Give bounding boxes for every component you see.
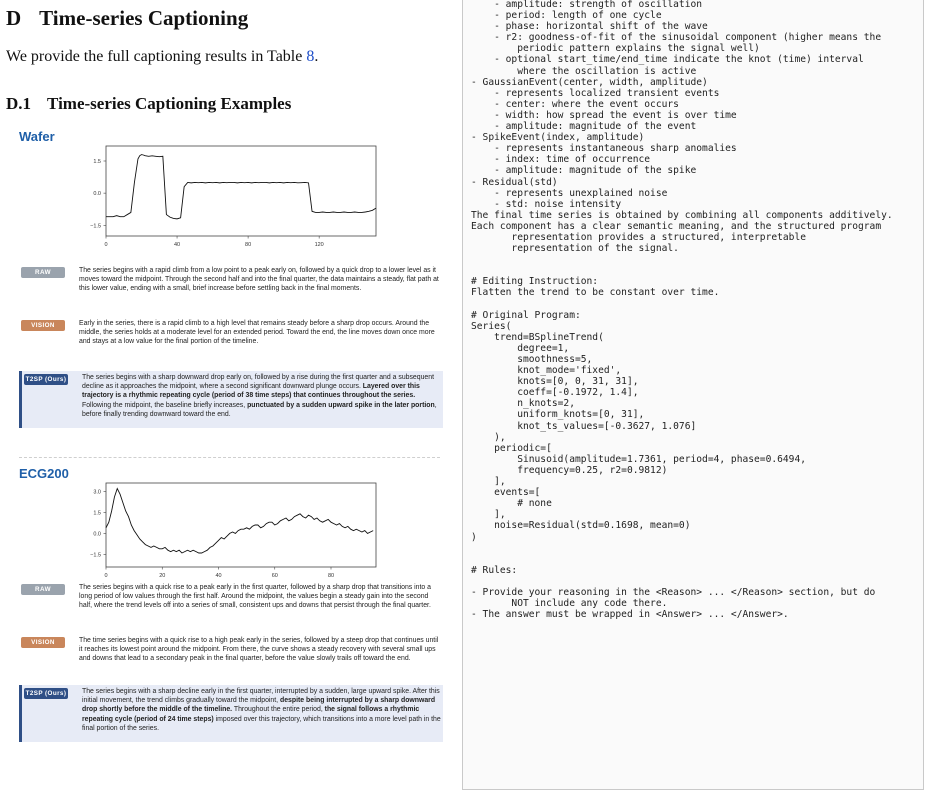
vision-caption: VISION Early in the series, there is a rapid climb to a high level that remains steady before a sharp drop occurs. Around the middle, the series holds at a moderate level for an extended period. Toward the end, the line moves down once more and stays at a low value for the final portion of the timeline. — [19, 319, 440, 365]
x-tick-label: 80 — [245, 242, 252, 248]
plot-frame — [106, 483, 376, 567]
dataset-name: ECG200 — [19, 466, 69, 481]
x-tick-label: 120 — [314, 242, 324, 248]
vision-badge: VISION — [21, 637, 65, 648]
dataset-name: Wafer — [19, 129, 55, 144]
ours-caption: T2SP (Ours) The series begins with a sharp downward drop early on, followed by a rise during the first quarter and a subsequent decline as it approaches the midpoint, where a second significant downward plunge occurs. Layered over this trajectory is a rhythmic repeating cycle (period of 38 time steps) that continues throughout the series. Following the midpoint, the baseline briefly increases, punctuated by a sudden upward spike in the later portion, before finally trending downward toward the end. — [19, 371, 443, 428]
raw-caption: RAW The series begins with a quick rise to a peak early in the first quarter, followed by a sharp drop that transitions into a long period of low values through the first half. Around the midpoint, the values begin a steady gain into the second half, where the trend levels off into a series of small, consistent ups and downs that persist through the final quarter. — [19, 583, 440, 629]
wafer-line-chart — [80, 142, 380, 250]
x-tick-label: 20 — [159, 573, 166, 579]
plot-frame — [106, 146, 376, 236]
series-line — [106, 155, 376, 219]
x-tick-label: 0 — [104, 242, 108, 248]
x-tick-label: 40 — [173, 242, 181, 248]
y-tick-label: 0.0 — [93, 531, 101, 538]
y-tick-label: 1.5 — [93, 159, 101, 165]
table-reference-link[interactable]: 8 — [306, 48, 315, 65]
y-tick-label: −1.5 — [90, 223, 101, 230]
section-heading: D Time-series Captioning — [6, 6, 249, 30]
y-tick-label: 0.0 — [93, 191, 101, 198]
ecg200-line-chart — [80, 479, 380, 581]
ours-caption: T2SP (Ours) The series begins with a sharp decline early in the first quarter, interrupted by a sudden, large upward spike. After this initial movement, the trend climbs gradually toward the midpoint, despite being interrupted by a sharp downward drop shortly before the middle of the timeline. Throughout the entire period, the signal follows a rhythmic repeating cycle (period of 24 time steps) imposed over this trajectory, which transitions into a more level path in the final portion of the series. — [19, 685, 443, 742]
prompt-code-box — [462, 0, 924, 790]
subsection-heading: D.1 Time-series Captioning Examples — [6, 94, 292, 113]
example-divider — [19, 457, 440, 458]
ours-badge: T2SP (Ours) — [25, 376, 67, 383]
raw-caption: RAW The series begins with a rapid climb from a low point to a peak early on, followed by a quick drop to a lower level as it moves toward the midpoint. Through the second half and into the final quarter, the data maintains a steady, flat path at this lower value, ending with a small, brief increase before settling back in the final moments. — [19, 266, 440, 312]
x-tick-label: 40 — [215, 573, 222, 579]
raw-badge: RAW — [21, 267, 65, 278]
y-tick-label: 1.5 — [93, 510, 101, 517]
right-column — [452, 0, 928, 784]
vision-badge: VISION — [21, 320, 65, 331]
prompt-code-text: - amplitude: strength of oscillation - period: length of one cycle - phase: horizontal shift of the wave - r2: goodness-of-fit of the sinusoidal component (higher means the periodic pattern explains the signal well) - optional start_time/end_time indicate the knot (time) interval where the oscillation is active - GaussianEvent(center, width, amplitude) - represents localized transient events - center: where the event occurs - width: how spread the event is over time - amplitude: magnitude of the event - SpikeEvent(index, amplitude) - represents instantaneous sharp anomalies - index: time of occurrence - amplitude: magnitude of the spike - Residual(std) - represents unexplained noise - std: noise intensity The final time series is obtained by combining all components additively. Each component has a clear semantic meaning, and the structured program representation provides a structured, interpretable representation of the signal. # Editing Instruction: Flatten the trend to be constant over time. # Original Program: Series( trend=BSplineTrend( degree=1, smoothness=5, knot_mode='fixed', knots=[0, 0, 31, 31], coeff=[-0.1972, 1.4], n_knots=2, uniform_knots=[0, 31], knot_ts_values=[-0.3627, 1.076] ), periodic=[ Sinusoid(amplitude=1.7361, period=4, phase=0.6494, frequency=0.25, r2=0.9812) ], events=[ # none ], noise=Residual(std=0.1698, mean=0) ) # Rules: - Provide your reasoning in the <Reason> ... </Reason> section, but do NOT include any code there. - The answer must be wrapped in <Answer> ... </Answer>. — [471, 0, 893, 621]
intro-paragraph: We provide the full captioning results in Table 8. — [6, 48, 319, 65]
x-tick-label: 60 — [271, 573, 278, 579]
y-tick-label: 3.0 — [93, 489, 101, 496]
raw-badge: RAW — [21, 584, 65, 595]
x-tick-label: 80 — [327, 573, 335, 579]
y-tick-label: −1.5 — [90, 552, 101, 559]
left-column — [0, 0, 452, 784]
x-tick-label: 0 — [104, 573, 108, 579]
vision-caption: VISION The time series begins with a quick rise to a high peak early in the series, followed by a steep drop that continues until it reaches its lowest point around the midpoint. From there, the curve shows a steady recovery with several small ups and downs that lead to a secondary peak in the final quarter, before the value slowly trails off toward the end. — [19, 636, 440, 682]
ours-badge: T2SP (Ours) — [25, 690, 67, 697]
series-line — [106, 489, 373, 553]
